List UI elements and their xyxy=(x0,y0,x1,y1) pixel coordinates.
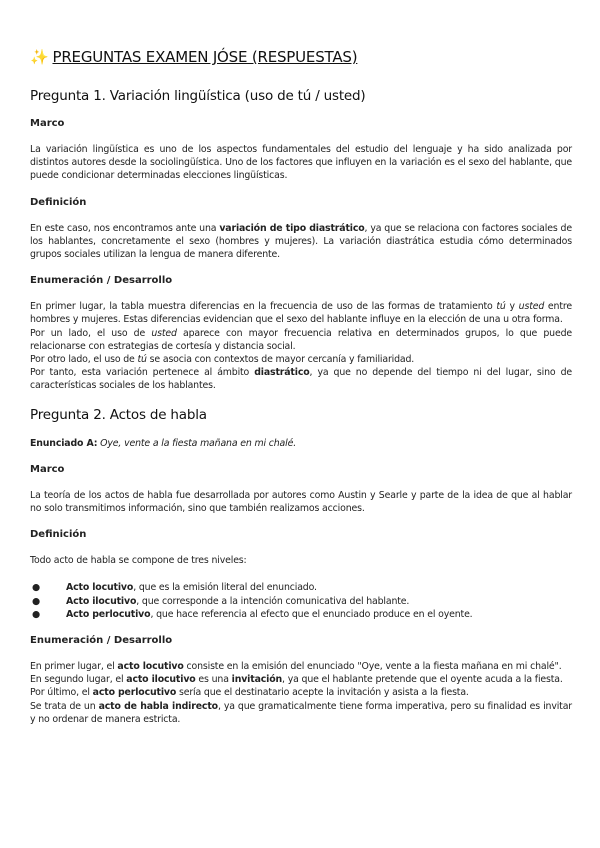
list-item: ● Acto locutivo, que es la emisión literal del enunciado. xyxy=(32,582,317,594)
q2-marco-label: Marco xyxy=(30,463,65,475)
q2-enumeracion-body xyxy=(30,660,572,726)
q2-enunciado: Enunciado A: Oye, vente a la fiesta mañana en mi chalé. xyxy=(30,437,297,449)
q2-marco-text: La teoría de los actos de habla fue desarrollada por autores como Austin y Searle y parte de la idea de que al hablar no solo transmitimos información, sino que también realizamos acciones. xyxy=(30,489,572,515)
q1-enum-paragraph-4: Por tanto, esta variación pertenece al ámbito diastrático, ya que no depende del tiempo ni del lugar, sino de características sociales de los hablantes. xyxy=(30,367,572,392)
q1-enum-paragraph-2: Por un lado, el uso de usted aparece con mayor frecuencia relativa en determinados grupos, lo que puede relacionarse con estrategias de cortesía y distancia social. xyxy=(30,327,572,352)
question-2-section xyxy=(30,407,572,726)
q1-enumeracion-label: Enumeración / Desarrollo xyxy=(30,275,173,287)
q1-enum-paragraph-3: Por otro lado, el uso de tú se asocia con contextos de mayor cercanía y familiaridad. xyxy=(30,354,415,366)
q2-enum-paragraph-2: En segundo lugar, el acto ilocutivo es una invitación, ya que el hablante pretende que el oyente acuda a la fiesta. xyxy=(30,674,563,686)
q1-enumeracion-body xyxy=(30,300,572,392)
q2-definicion-label: Definición xyxy=(30,529,87,541)
q2-enum-paragraph-3: Por último, el acto perlocutivo sería que el destinatario acepte la invitación y asista a la fiesta. xyxy=(30,687,469,699)
q2-definicion-text: Todo acto de habla se compone de tres niveles: xyxy=(30,555,247,567)
question-1-heading: Pregunta 1. Variación lingüística (uso de tú / usted) xyxy=(30,88,366,104)
sparkle-icon: ✨ xyxy=(30,48,49,66)
q2-enum-paragraph-4: Se trata de un acto de habla indirecto, ya que gramaticalmente tiene forma imperativa, pero su finalidad es invitar y no ordenar de manera estricta. xyxy=(30,700,573,725)
q2-enumeracion-label: Enumeración / Desarrollo xyxy=(30,635,173,647)
q1-enum-paragraph-1: En primer lugar, la tabla muestra diferencias en la frecuencia de uso de las formas de tratamiento tú y usted entre hombres y mujeres. Estas diferencias evidencian que el sexo del hablante influye en la elección de una u otra forma. xyxy=(30,301,572,326)
q1-definicion-label: Definición xyxy=(30,196,87,208)
question-2-heading: Pregunta 2. Actos de habla xyxy=(30,406,207,423)
bullet-icon: ● xyxy=(32,595,41,607)
q2-levels-list xyxy=(30,581,572,621)
list-item: ● Acto perlocutivo, que hace referencia al efecto que el enunciado produce en el oyente. xyxy=(32,608,473,620)
q1-marco-label: Marco xyxy=(30,118,65,129)
document-title xyxy=(30,48,572,66)
q1-marco-text: La variación lingüística es uno de los aspectos fundamentales del estudio del lenguaje y ha sido analizada por distintos autores desde la sociolingüística. Uno de los factores que influyen en la variación es el sexo del hablante, que puede condicionar determinadas elecciones lingüísticas. xyxy=(30,144,572,182)
q2-enum-paragraph-1: En primer lugar, el acto locutivo consiste en la emisión del enunciado "Oye, vente a la fiesta mañana en mi chalé". xyxy=(30,661,562,673)
document-page xyxy=(30,48,572,740)
list-item: ● Acto ilocutivo, que corresponde a la intención comunicativa del hablante. xyxy=(32,595,410,607)
q1-definicion-text: En este caso, nos encontramos ante una variación de tipo diastrático, ya que se relaciona con factores sociales de los hablantes, concretamente el sexo (hombres y mujeres). La variación diastrática estudia cómo determinados grupos sociales utilizan la lengua de manera diferente. xyxy=(30,222,572,261)
document-title-text: PREGUNTAS EXAMEN JÓSE (RESPUESTAS) xyxy=(52,48,358,66)
bullet-icon: ● xyxy=(32,608,41,620)
bullet-icon: ● xyxy=(32,582,41,594)
question-1-section xyxy=(30,88,572,393)
